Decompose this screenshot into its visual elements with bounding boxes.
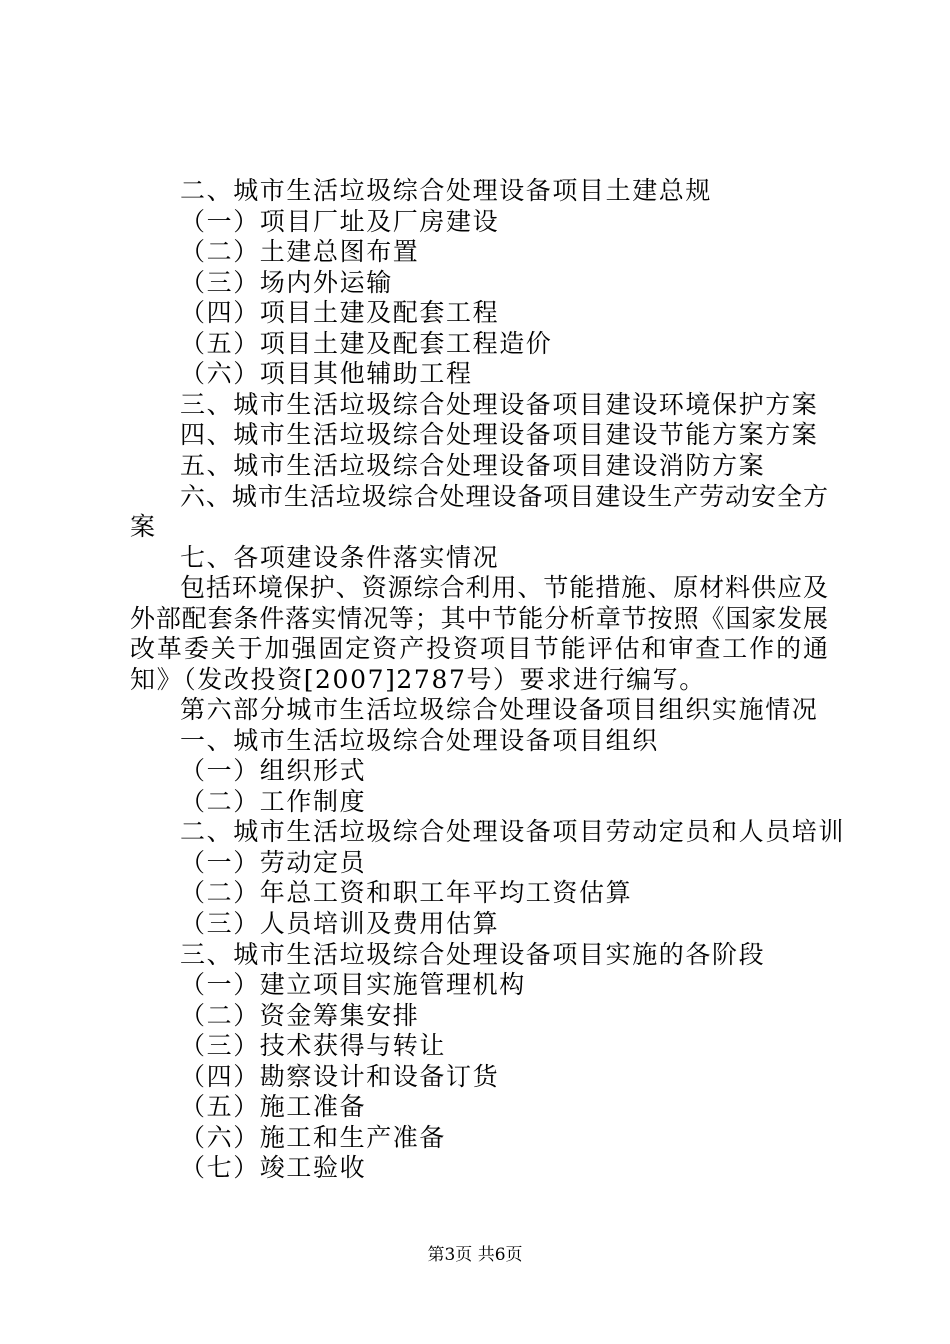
subsection-item: （三）场内外运输 xyxy=(180,268,393,297)
subsection-item: （五）施工准备 xyxy=(180,1092,367,1121)
subsection-item: （二）资金筹集安排 xyxy=(180,1001,420,1030)
section-heading: 一、城市生活垃圾综合处理设备项目组织 xyxy=(180,726,659,755)
subsection-item: （六）项目其他辅助工程 xyxy=(180,359,473,388)
part-heading: 第六部分城市生活垃圾综合处理设备项目组织实施情况 xyxy=(180,695,819,724)
subsection-item: （一）建立项目实施管理机构 xyxy=(180,970,526,999)
subsection-item: （二）土建总图布置 xyxy=(180,237,420,266)
paragraph-line: 包括环境保护、资源综合利用、节能措施、原材料供应及 xyxy=(180,573,828,602)
subsection-item: （一）组织形式 xyxy=(180,756,367,785)
section-heading-continued: 案 xyxy=(130,512,157,541)
subsection-item: （六）施工和生产准备 xyxy=(180,1123,447,1152)
page-number-footer: 第3页 共6页 xyxy=(427,1245,523,1265)
subsection-item: （一）劳动定员 xyxy=(180,848,367,877)
subsection-item: （三）技术获得与转让 xyxy=(180,1031,447,1060)
section-heading: 三、城市生活垃圾综合处理设备项目实施的各阶段 xyxy=(180,940,766,969)
subsection-item: （一）项目厂址及厂房建设 xyxy=(180,207,500,236)
subsection-item: （四）项目土建及配套工程 xyxy=(180,298,500,327)
paragraph-line: 知》（发改投资[2007]2787号）要求进行编写。 xyxy=(130,665,706,694)
section-heading: 七、各项建设条件落实情况 xyxy=(180,543,500,572)
subsection-item: （三）人员培训及费用估算 xyxy=(180,909,500,938)
section-heading: 六、城市生活垃圾综合处理设备项目建设生产劳动安全方 xyxy=(180,482,828,511)
paragraph-line: 改革委关于加强固定资产投资项目节能评估和审查工作的通 xyxy=(130,634,828,663)
section-heading: 四、城市生活垃圾综合处理设备项目建设节能方案方案 xyxy=(180,420,819,449)
subsection-item: （二）工作制度 xyxy=(180,787,367,816)
section-heading: 五、城市生活垃圾综合处理设备项目建设消防方案 xyxy=(180,451,766,480)
paragraph-line: 外部配套条件落实情况等；其中节能分析章节按照《国家发展 xyxy=(130,604,828,633)
section-heading: 二、城市生活垃圾综合处理设备项目劳动定员和人员培训 xyxy=(180,817,846,846)
subsection-item: （七）竣工验收 xyxy=(180,1153,367,1182)
subsection-item: （二）年总工资和职工年平均工资估算 xyxy=(180,878,633,907)
section-heading: 二、城市生活垃圾综合处理设备项目土建总规 xyxy=(180,176,713,205)
subsection-item: （五）项目土建及配套工程造价 xyxy=(180,329,553,358)
section-heading: 三、城市生活垃圾综合处理设备项目建设环境保护方案 xyxy=(180,390,819,419)
subsection-item: （四）勘察设计和设备订货 xyxy=(180,1062,500,1091)
